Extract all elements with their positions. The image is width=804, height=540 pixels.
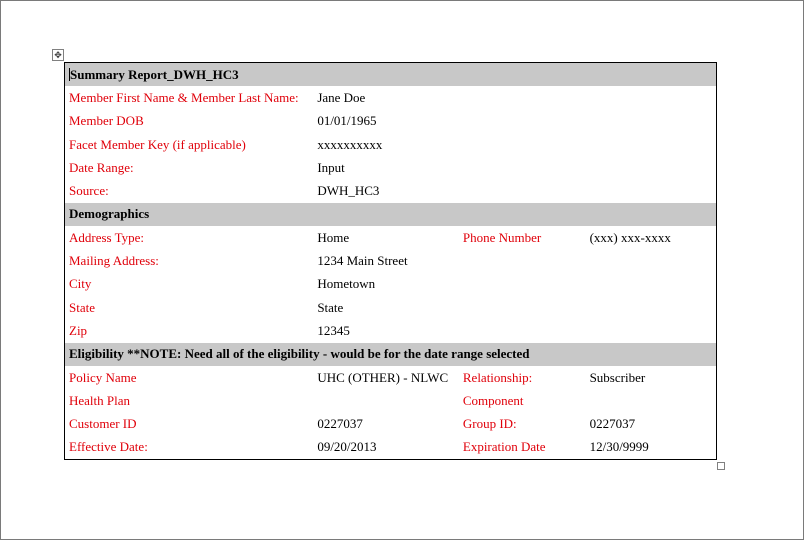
- summary-report-table: [64, 62, 717, 460]
- table-row: [65, 319, 717, 342]
- section-header-summary: [65, 63, 717, 87]
- field-value[interactable]: 12/30/9999: [589, 439, 649, 455]
- field-label[interactable]: Mailing Address:: [69, 253, 159, 269]
- field-label[interactable]: Member DOB: [69, 113, 144, 129]
- field-value[interactable]: Subscriber: [589, 369, 646, 385]
- field-label[interactable]: Health Plan: [69, 392, 131, 408]
- field-value[interactable]: DWH_HC3: [317, 183, 380, 199]
- field-label[interactable]: Component: [462, 392, 524, 408]
- table-move-handle-icon[interactable]: ✥: [52, 49, 64, 61]
- field-label[interactable]: Policy Name: [69, 369, 137, 385]
- field-label[interactable]: Group ID:: [462, 416, 517, 432]
- field-label[interactable]: State: [69, 299, 95, 315]
- field-label[interactable]: Effective Date:: [69, 439, 148, 455]
- field-label[interactable]: Customer ID: [69, 416, 137, 432]
- field-label[interactable]: Member First Name & Member Last Name:: [69, 89, 299, 105]
- table-row: [65, 389, 717, 412]
- table-row: [65, 436, 717, 460]
- field-value[interactable]: State: [317, 299, 344, 315]
- field-label[interactable]: Address Type:: [69, 229, 145, 245]
- field-label[interactable]: Zip: [69, 322, 88, 338]
- field-value[interactable]: xxxxxxxxxx: [317, 136, 383, 152]
- table-row: [65, 86, 717, 109]
- table-resize-handle-icon[interactable]: [717, 462, 725, 470]
- field-value[interactable]: 12345: [317, 322, 350, 338]
- field-value[interactable]: (xxx) xxx-xxxx: [589, 229, 671, 245]
- section-header-eligibility: [65, 343, 717, 366]
- field-label[interactable]: City: [69, 276, 92, 292]
- section-title[interactable]: Eligibility **NOTE: Need all of the eligibility - would be for the date range selected: [65, 343, 717, 366]
- field-label[interactable]: Date Range:: [69, 159, 134, 175]
- section-title[interactable]: Demographics: [65, 203, 717, 226]
- section-header-demographics: [65, 203, 717, 226]
- table-row: [65, 179, 717, 202]
- field-label[interactable]: Expiration Date: [462, 439, 546, 455]
- field-value[interactable]: Input: [317, 159, 345, 175]
- table-row: [65, 156, 717, 179]
- section-title[interactable]: [65, 63, 717, 87]
- field-value[interactable]: 01/01/1965: [317, 113, 377, 129]
- field-value[interactable]: Home: [317, 229, 350, 245]
- field-value[interactable]: 0227037: [317, 416, 363, 432]
- table-row: [65, 249, 717, 272]
- table-row: [65, 133, 717, 156]
- field-value[interactable]: UHC (OTHER) - NLWC: [317, 369, 449, 385]
- field-value[interactable]: [313, 389, 459, 412]
- field-value[interactable]: 0227037: [589, 416, 636, 432]
- field-value[interactable]: [586, 389, 717, 412]
- table-row: [65, 273, 717, 296]
- table-row: [65, 366, 717, 389]
- field-value[interactable]: 1234 Main Street: [317, 253, 408, 269]
- field-label[interactable]: Source:: [69, 183, 109, 199]
- table-row: [65, 110, 717, 133]
- field-label[interactable]: Facet Member Key (if applicable): [69, 136, 246, 152]
- field-label[interactable]: Relationship:: [462, 369, 533, 385]
- field-label[interactable]: Phone Number: [462, 229, 542, 245]
- field-value[interactable]: 09/20/2013: [317, 439, 377, 455]
- section-title-text: Summary Report_DWH_HC3: [70, 66, 239, 82]
- table-row: [65, 412, 717, 435]
- field-value[interactable]: Hometown: [317, 276, 376, 292]
- table-row: [65, 226, 717, 249]
- table-row: [65, 296, 717, 319]
- field-value[interactable]: Jane Doe: [317, 89, 366, 105]
